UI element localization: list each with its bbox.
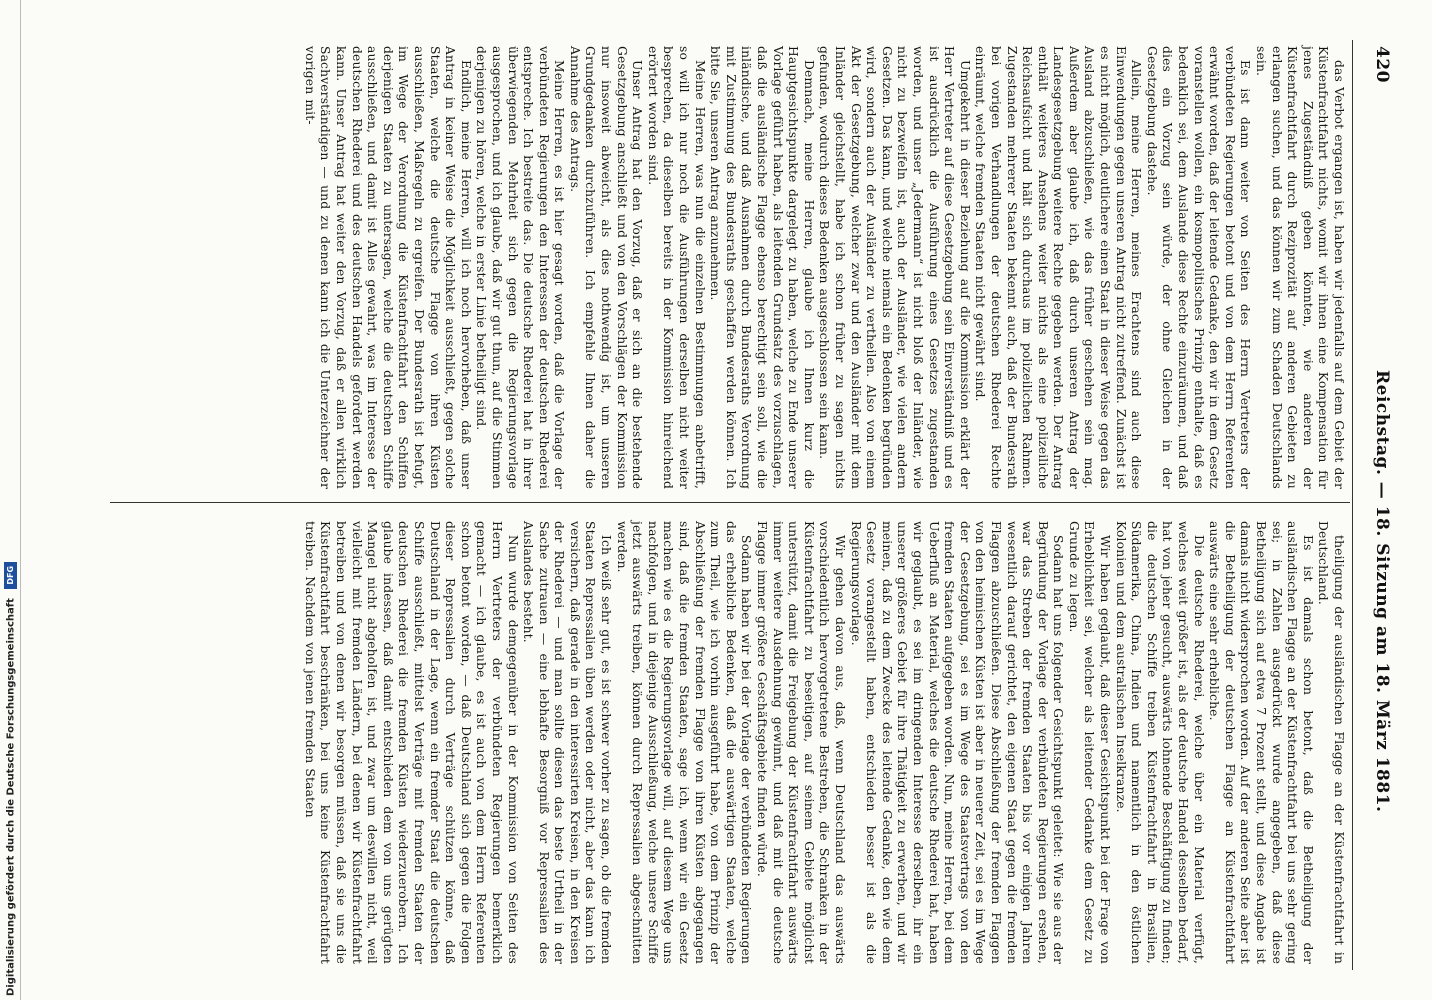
dfg-logo-icon: DFG [4, 562, 17, 589]
paragraph: Demnach, meine Herren, glaube ich Ihnen kurz die Hauptgesichtspunkte dargelegt zu haben, welche zu Ende unserer Vorlage geführt haben, als leitenden Grundsatz des vorzuschlagen, daß die ausländische Flagge ebenso berechtigt sein soll, wie die inländische, und daß Ausnahmen durch Bundesraths Verordnung mit Zustimmung des Bundesraths geschaffen werden können. Ich bitte Sie, unseren Antrag anzunehmen. [708, 46, 816, 489]
paragraph: theiligung der ausländischen Flagge an der Küstenfrachtfahrt in Deutschland. [1316, 521, 1346, 964]
credit-text: Digitalisierung gefördert durch die Deutsche Forschungsgemeinschaft [5, 598, 17, 996]
page-number: 420 [1372, 46, 1392, 83]
paragraph: Wir gehen davon aus, daß, wenn Deutschland das auswärts vorschiedentlich hervorgetretene Bestreben, die Schranken in der Küstenfrachtfahrt zu beseitigen, auf seinem Gebiete möglichst unterstützt, damit die Freigebung der Küstenfrachtfahrt auswärts immer weitere Ausdehnung gewinnt, und daß mit die deutsche Flagge immer größere Geschäftsgebiete finden würde. [755, 521, 847, 964]
paragraph: Meine Herren, es ist hier gesagt worden, daß die Vorlage der verbündeten Regierungen den Interessen der deutschen Rhederei entspreche. Ich bestreite das. Die deutsche Rhederei hat in ihrer überwiegenden Mehrheit sich gegen die Regierungsvorlage ausgesprochen, und ich glaube, daß wir gut thun, auf die Stimmen derjenigen zu hören, welche in erster Linie betheiligt sind. [474, 46, 567, 489]
digitization-credit [4, 562, 17, 996]
paragraph: Es ist damals schon betont, daß die Betheiligung der ausländischen Flagge an der Küstenfrachtfahrt bei uns sehr gering sei; in Zahlen ausgedrückt wurde angegeben, daß diese Betheiligung sich auf etwa 7 Prozent stellt, und diese Angabe ist damals nicht widersprochen worden. Auf der anderen Seite aber ist die Betheiligung der deutschen Flagge an Küstenfrachtfahrt auswärts eine sehr erhebliche. [1207, 521, 1315, 964]
right-column [110, 40, 1350, 495]
paragraph: Unser Antrag hat den Vorzug, daß er sich an die bestehende Gesetzgebung anschließt und von den Vorschlägen der Kommission nur insoweit abweicht, als dies nothwendig ist, um unseren Grundgedanken durchzuführen. Ich empfehle Ihnen daher die Annahme des Antrags. [567, 46, 645, 489]
paragraph: Meine Herren, was nun die einzelnen Bestimmungen anbetrifft, so will ich nur noch die Ausführungen derselben nicht weiter besprechen, da dieselben bereits in der Kommission hinreichend erörtert worden sind. [645, 46, 707, 489]
document-page [110, 40, 1400, 970]
paragraph: Nun wurde demgegenüber in der Kommission von Seiten des Herrn Vertreters der verbündeten Regierungen bemerklich gemacht — ich glaube, es ist auch von dem Herrn Referenten schon betont worden, — daß Deutschland sich gegen die Folgen dieser Repressalien durch Verträge schützen könne, daß Deutschland in der Lage, wenn ein fremder Staat die deutschen Schiffe ausschließt, mittelst Verträge mit fremden Staaten der deutschen Rhederei die fremden Küsten wiederzuerobern. Ich glaube indessen, daß damit entschieden dem von uns gerügten Mangel nicht abgeholfen ist, und zwar um deswillen nicht, weil vielleicht mit fremden Ländern, bei denen wir Küstenfrachtfahrt betreiben und von denen wir besorgen müssen, daß sie uns die Küstenfrachtfahrt beschränken, bei uns keine Küstenfrachtfahrt treiben. Nachdem von jenen fremden Staaten [302, 521, 520, 964]
paragraph: Sodann hat uns folgender Gesichtspunkt geleitet: Wie sie aus der Begründung der Vorlage der verbündeten Regierungen ersehen, war das Streben der fremden Staaten bis vor einigen Jahren wesentlich darauf gerichtet, den eigenen Staat gegen die fremden Flaggen abzuschließen. Diese Abschließung der fremden Flaggen von den heimischen Küsten ist aber in neuerer Zeit, sei es im Wege der Gesetzgebung, sei es im Wege des Staatsvertrags von den fremden Staaten aufgegeben worden. Nun, meine Herren, bei dem Ueberfluß an Material, welches die deutsche Rhederei hat, haben wir geglaubt, es sei im dringenden Interesse derselben, ihr ein unserer größeres Gebiet für ihre Thätigkeit zu erwerben, und wir meinen, daß zu dem Zwecke des leitende Gedanke, den wie dem Gesetz vorangestellt haben, entschieden besser ist als die Regierungsvorlage. [848, 521, 1066, 964]
paragraph: Wir haben geglaubt, daß dieser Gesichtspunkt bei der Frage von Erheblichkeit sei, welcher als leitender Gedanke dem Gesetz zu Grunde zu legen. [1066, 521, 1113, 964]
paragraph: Endlich, meine Herren, will ich noch hervorheben, daß unser Antrag in keiner Weise die Möglichkeit ausschließt, gegen solche Staaten, welche die deutsche Flagge von ihren Küsten ausschließen, Maßregeln zu ergreifen. Der Bundesrath ist befugt, im Wege der Verordnung die Küstenfrachtfahrt den Schiffen derjenigen Staaten zu untersagen, welche die deutschen Schiffe ausschließen, und damit ist Alles gewahrt, was im Interesse der deutschen Rhederei und des deutschen Handels gefordert werden kann. Unser Antrag hat weiter den Vorzug, daß er allen wirklich Sachverständigen — und zu denen kann ich die Unterzeichner der vorigen mit- [302, 46, 473, 489]
paragraph: Umgekehrt in dieser Beziehung auf die Kommission erklärt der Herr Vertreter auf diese Gesetzgebung sein Einverständniß und es ist ausdrücklich die Ausführung eines Gesetzes zugestanden worden, und unser „Jedermann“ ist nicht bloß der Inländer, wie nicht zu bezweifeln ist, auch der Ausländer, wie vielen andern Gesetzen. Das kann, und welche niemals ein Bedenken begründen wird, sondern auch der Ausländer zu vertheilen. Also von einem Akt der Gesetzgebung, welcher zwar und den Ausländer mit dem Inländer gleichstellt, habe ich schon früher zu sagen nichts gefunden, wodurch dieses Bedenken ausgeschlossen sein kann. [817, 46, 972, 489]
paragraph: das Verbot ergangen ist, haben wir jedenfalls auf dem Gebiet der Küstenfrachtfahrt nichts, womit wir ihnen eine Kompensation für jenes Zugeständniß geben könnten, wie anderen der Küstenfrachtfahrt durch Reziprozität auf anderen Gebieten zu erlangen suchen, und das können wir zum Schaden Deutschlands sein. [1254, 46, 1346, 489]
paragraph: Ich weiß sehr gut, es ist schwer vorher zu sagen, ob die fremden Staaten Repressalien üben werden oder nicht, aber das kann ich versichern, daß gerade in den interessirten Kreisen, in den Kreisen der Rhederei — und man sollte diesen das beste Urtheil in der Sache zutrauen — eine lebhafte Besorgniß vor Repressalien des Auslandes besteht. [521, 521, 614, 964]
left-column-text [297, 515, 1350, 970]
header-rule [1352, 40, 1353, 970]
page-header [1362, 40, 1400, 970]
running-head: Reichstag. — 18. Sitzung am 18. März 1881. [1372, 370, 1392, 813]
left-column [110, 515, 1350, 970]
column-rule [110, 502, 1350, 503]
paragraph: Sodann haben wir bei der Vorlage der verbündeten Regierungen das erhebliche Bedenken, daß die auswärtigen Staaten, welche zum Theil, wie ich vorhin ausgeführt habe, von dem Prinzip der Abschließung der fremden Flagge von ihren Küsten abgegangen sind, daß die fremden Staaten, sage ich, wenn wir ein Gesetz machen wie es die Regierungsvorlage will, auf diesem Wege uns nachfolgen, und in diejenige Ausschließung, welche unsere Schiffe jetzt auswärts treiben, können durch Repressalien abgeschnitten werden. [614, 521, 754, 964]
right-column-text [297, 40, 1350, 495]
paragraph: Allein, meine Herren, meines Erachtens sind auch diese Einwendungen gegen unseren Antrag nicht zutreffend. Zunächst ist es nicht möglich, deutlichere einen Staat in dieser Weise gegen das Ausland abzuschließen, wie das früher geschehen sein mag. Außerdem aber glaube ich, daß durch unseren Antrag der Landesgesetzgebung weitere Rechte gegeben werden. Der Antrag enthält weiteres Ansehens weiter nichts als eine polizeiliche Reichsaufsicht und hält sich durchaus im polizeilichen Rahmen. Zugestanden mehrerer Staaten bekennt auch, daß der Bundesrath bei vorigen Verhandlungen der deutschen Rhederei Rechte einräumt, welche fremden Staaten nicht gewährt sind. [973, 46, 1144, 489]
paragraph: Es ist dann weiter von Seiten des Herrn Vertreters der verbündeten Regierungen betont und von dem Herrn Referenten erwähnt worden, daß der leitende Gedanke, den wir in dem Gesetz voranstellen wollen, ein kosmopolitisches Prinzip enthalte, daß es bedenklich sei, dem Auslande diese Rechte einzuräumen, und daß dies ein Vorzug sein würde, der ohne Gleichen in der Gesetzgebung dastehe. [1144, 46, 1253, 489]
paragraph: Die deutsche Rhederei, welche über ein Material verfügt, welches weit größer ist, als der deutsche Handel desselben bedarf, hat von jeher gesucht, auswärts lohnende Beschäftigung zu finden; die deutschen Schiffe treiben Küstenfrachtfahrt in Brasilien, Südamerika, China, Indien und namentlich in den östlichen Kolonien und dem australischen Inselkranze. [1113, 521, 1206, 964]
scan-edge-line [20, 0, 21, 1000]
